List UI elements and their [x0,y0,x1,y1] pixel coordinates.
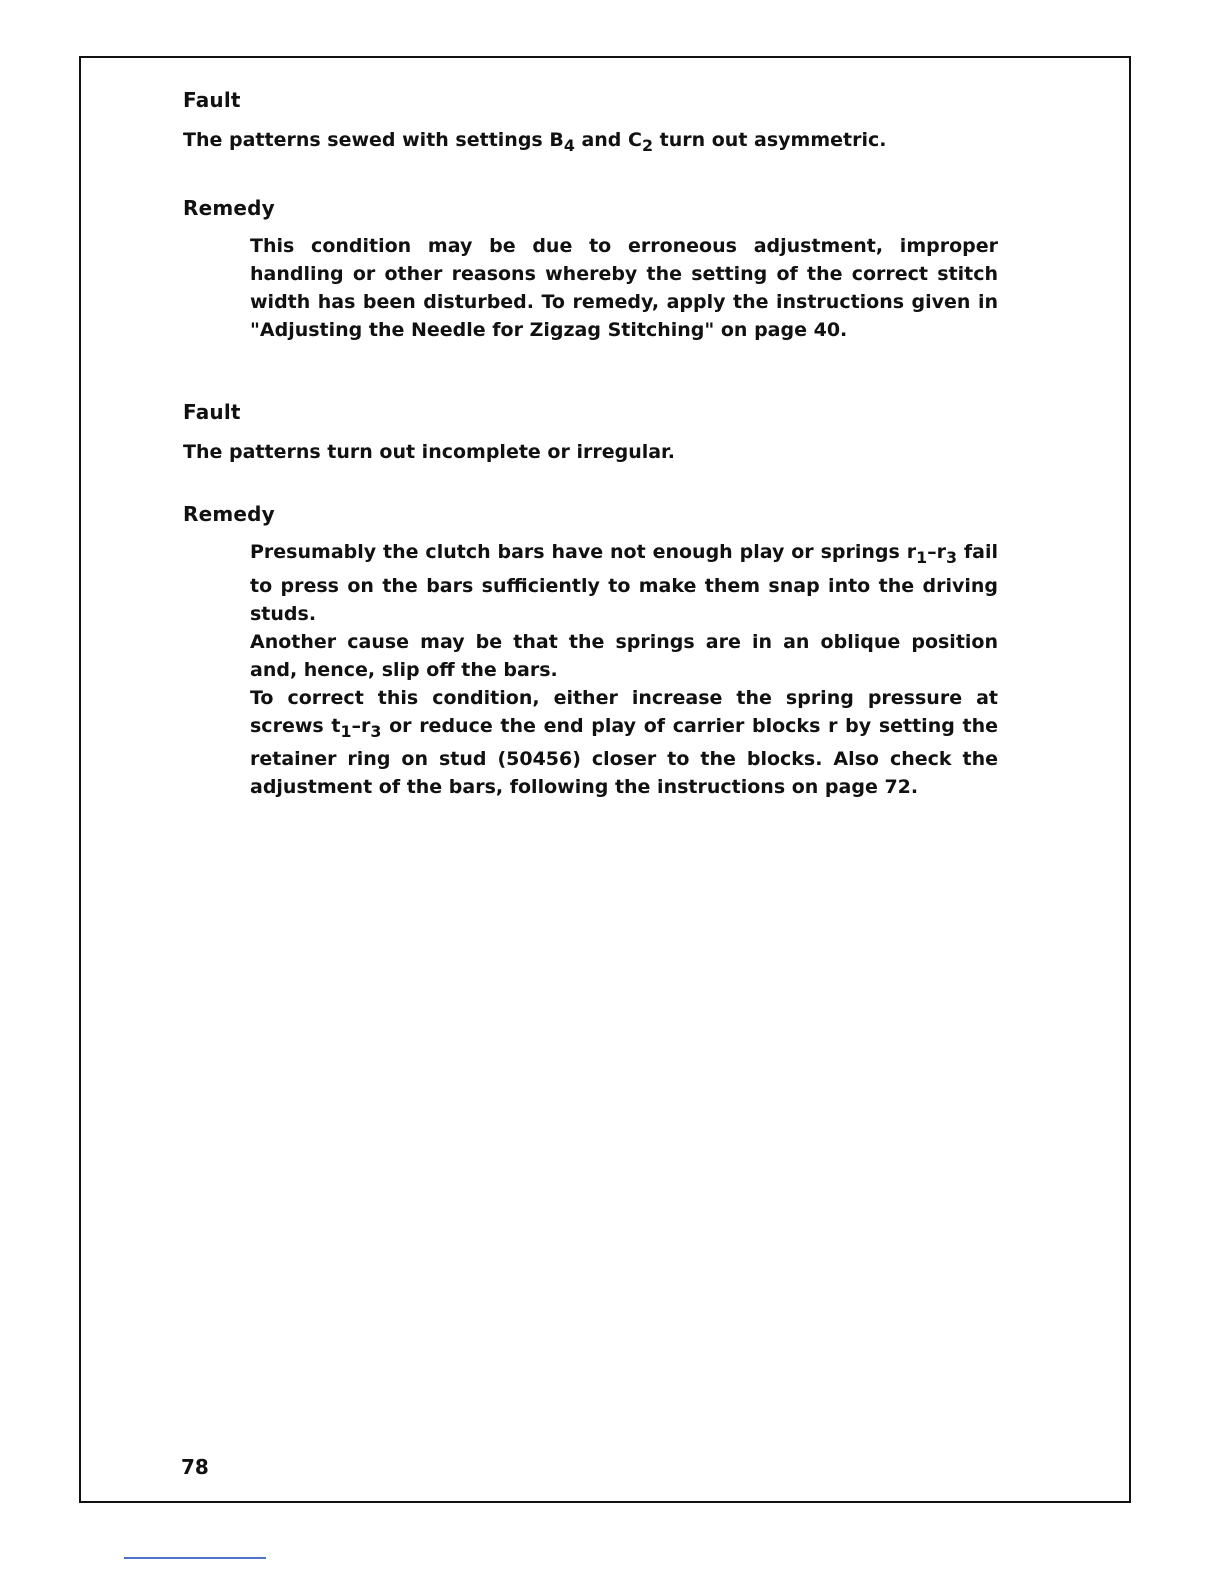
page-number: 78 [181,1455,209,1479]
underline-mark [124,1557,266,1559]
fault-text-1: The patterns sewed with settings $B_4$ and $C_2$ turn out asymmetric. [183,129,887,155]
remedy-paragraph-3: To correct this condition, either increase the spring pressure at screws $t_1-r_3$ or reduce the end play of carrier blocks r by setting the retainer ring on stud (50456) closer to the blocks. Also check the adjustment of the bars, following the instructions on page 72. [250,686,998,799]
page-content [183,88,1003,801]
remedy-block-2 [250,538,998,802]
page-frame [79,56,1131,1503]
remedy-block-1 [250,232,998,344]
remedy-heading-2: Remedy [183,501,275,526]
remedy-heading-1: Remedy [183,195,275,220]
fault-heading-2: Fault [183,399,241,424]
remedy-paragraph-2: Another cause may be that the springs are in an oblique position and, hence, slip off the bars. [250,630,998,681]
fault-text-2: The patterns turn out incomplete or irregular. [183,440,675,463]
remedy-paragraph: This condition may be due to erroneous adjustment, improper handling or other reasons whereby the setting of the correct stitch width has been disturbed. To remedy, apply the instructions given in "Adjusting the Needle for Zigzag Stitching" on page 40. [250,234,998,341]
fault-heading-1: Fault [183,88,241,112]
remedy-paragraph-1: Presumably the clutch bars have not enough play or springs $r_1-r_3$ fail to press on the bars sufficiently to make them snap into the driving studs. [250,540,998,625]
